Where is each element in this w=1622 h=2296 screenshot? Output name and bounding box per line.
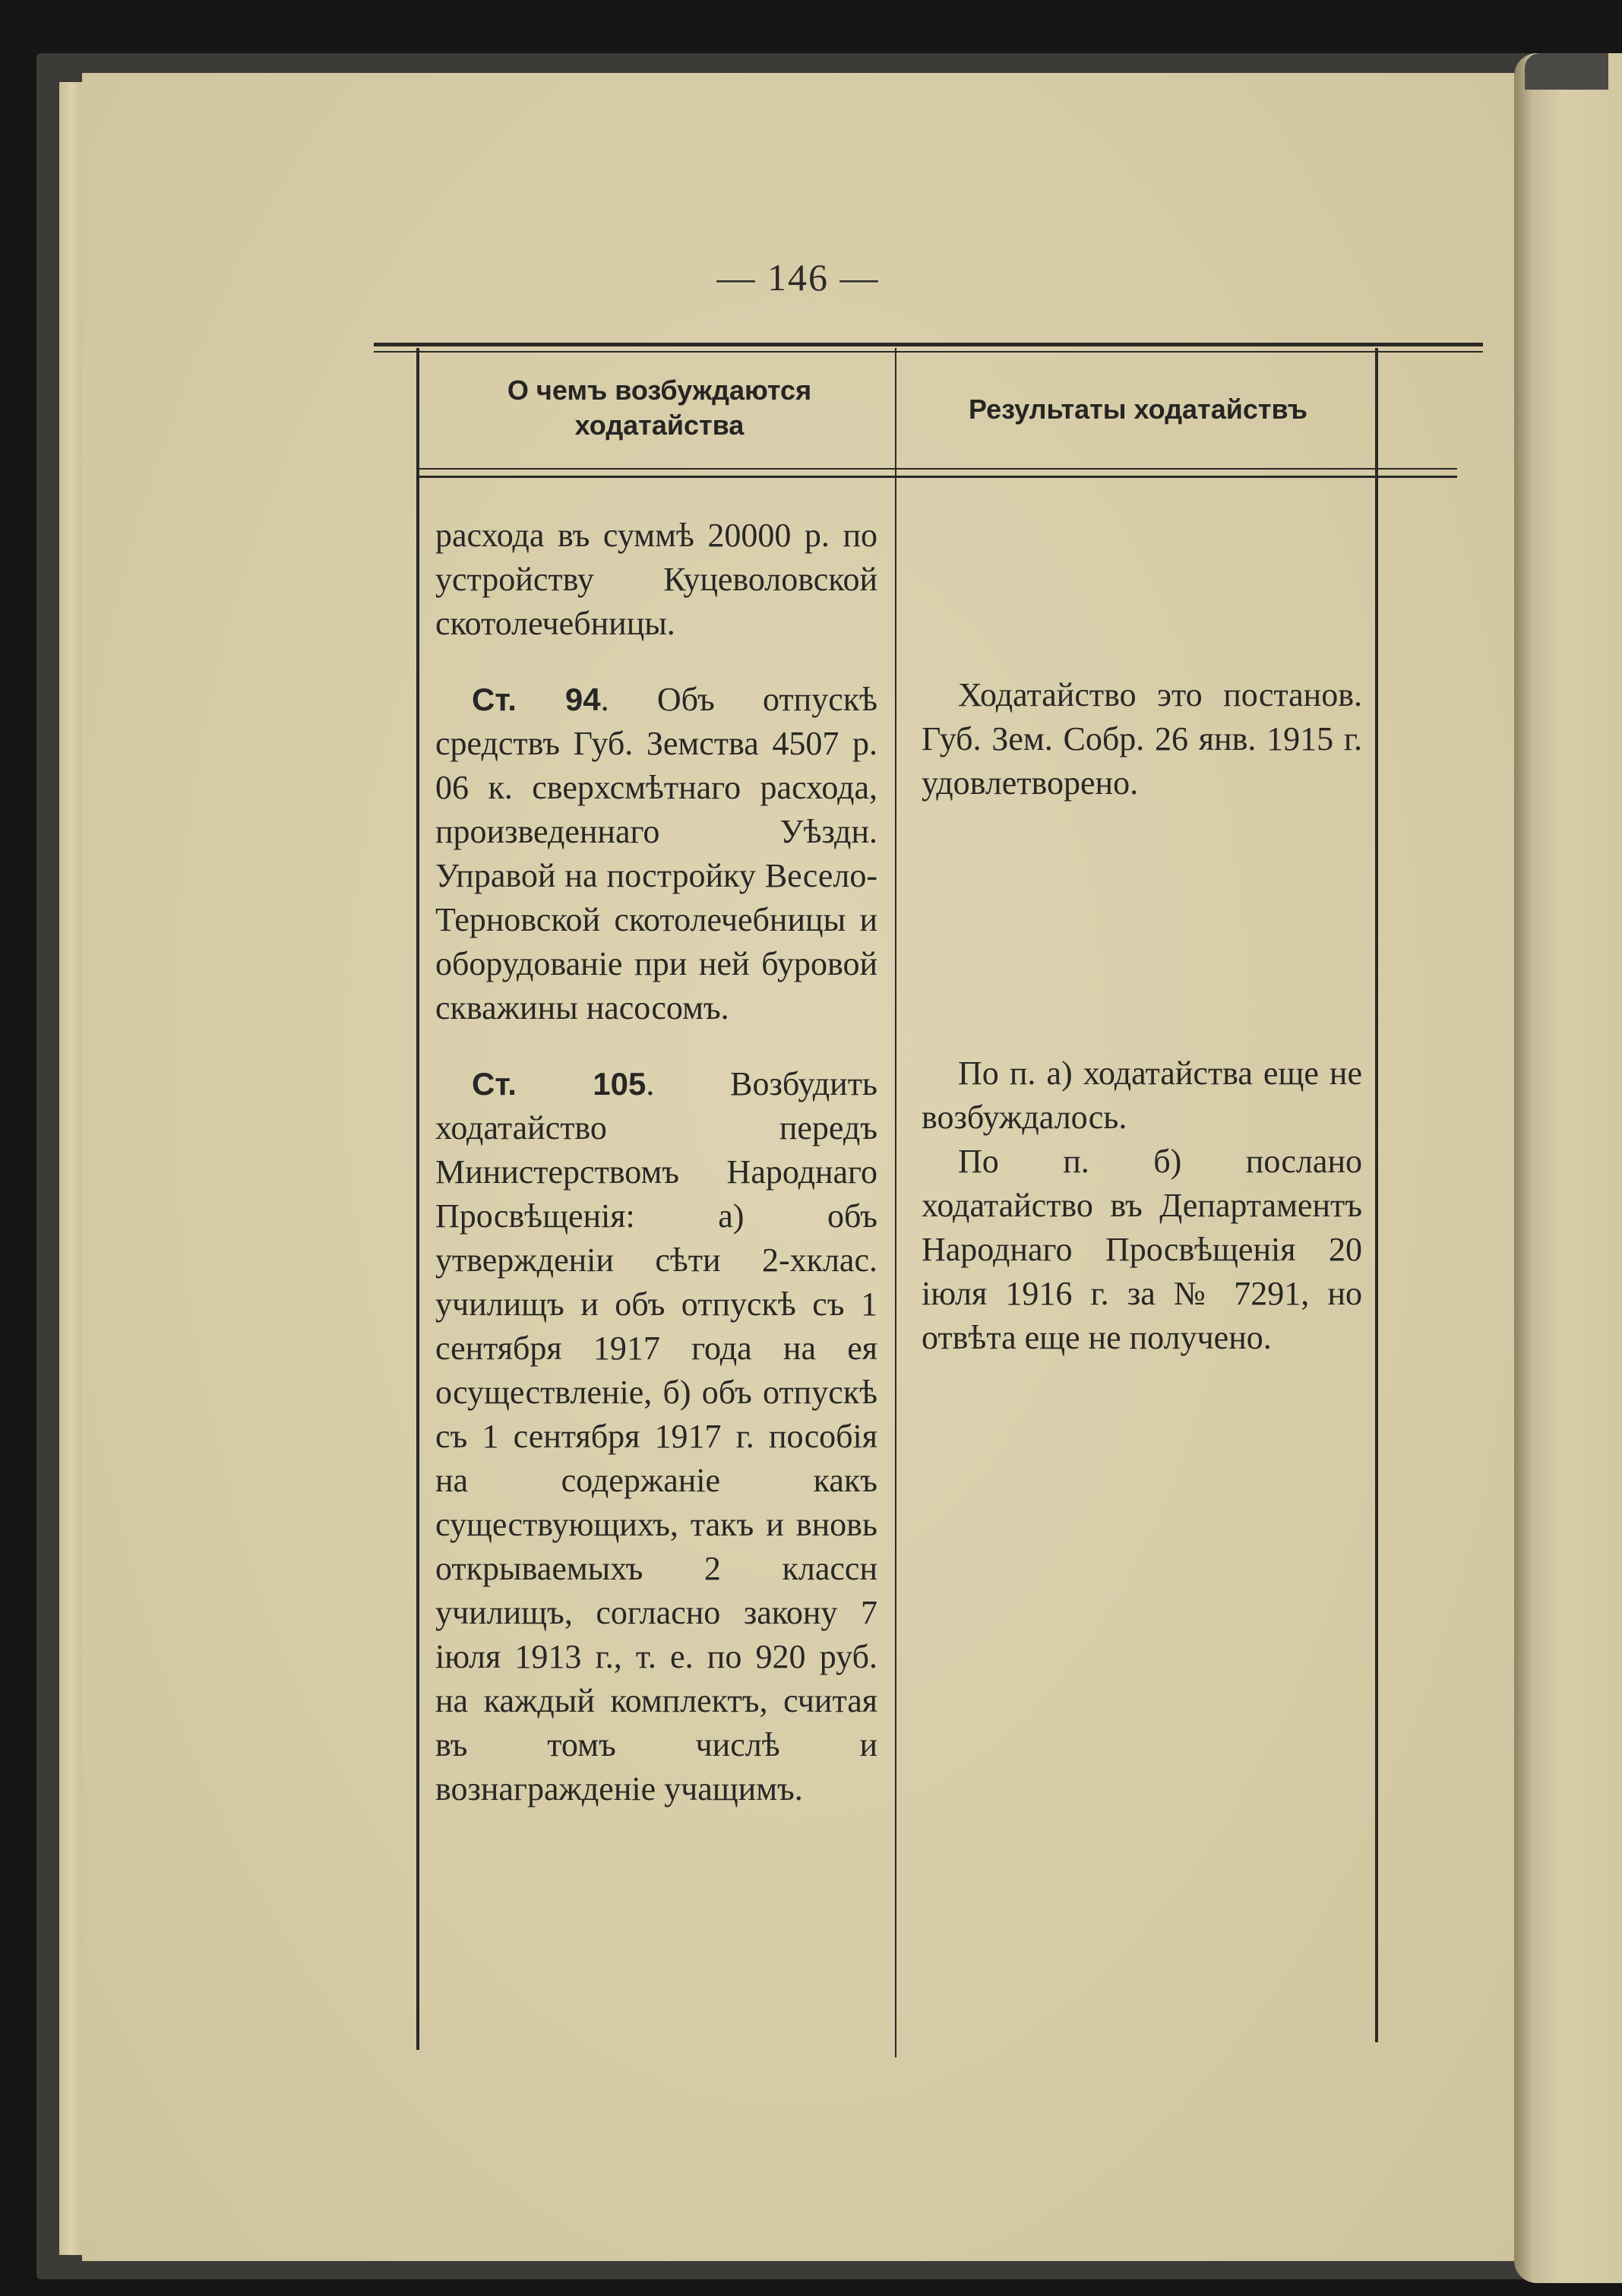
result-entry (922, 673, 1362, 805)
result-gap (922, 837, 1362, 1052)
header-bottom-rule (416, 468, 1457, 470)
article-number: Ст. 94 (472, 682, 601, 717)
book-spine (1525, 53, 1608, 90)
results-column (922, 673, 1362, 1392)
result-entry (922, 1052, 1362, 1360)
result-text: Ходатайство это постанов. Губ. Зем. Собр. 26 янв. 1915 г. удовлетворено. (922, 676, 1362, 802)
request-entry (435, 514, 877, 646)
header-left: О чемъ возбуждаются ходатайства (507, 375, 812, 441)
request-entry (435, 678, 877, 1030)
table-top-rule (374, 343, 1483, 346)
request-text: . Возбудить ходатайство передъ Министерствомъ Народнаго Просвѣщенія: а) объ утвержденіи сѣти 2-хклас. училищъ и объ отпускѣ съ 1 сентября 1917 года на ея осуществленіе, б) объ отпускѣ съ 1 сентября 1917 г. пособія на содержаніе какъ существующихъ, такъ и вновь открываемыхъ 2 классн училищъ, согласно закону 7 іюля 1913 г., т. е. по 920 руб. на каждый комплектъ, считая въ томъ числѣ и вознагражденіе учащимъ. (435, 1065, 877, 1807)
header-right: Результаты ходатайствъ (969, 394, 1307, 425)
column-divider (895, 348, 896, 2057)
header-bottom-rule-thick (416, 476, 1457, 478)
result-text: По п. а) ходатайства еще не возбуждалось. (922, 1055, 1362, 1136)
table-top-rule-thin (374, 351, 1483, 353)
result-text: По п. б) послано ходатайство въ Департаментъ Народнаго Просвѣщенія 20 іюля 1916 г. за № 7291, но отвѣта еще не получено. (922, 1143, 1362, 1356)
request-text: . Объ отпускѣ средствъ Губ. Земства 4507 р. 06 к. сверхсмѣтнаго расхода, произведеннаго Уѣздн. Управой на постройку Весело-Терновской скотолечебницы и оборудованіе при ней буровой скважины насосомъ. (435, 681, 878, 1026)
article-number: Ст. 105 (472, 1066, 647, 1102)
page-number: — 146 — (716, 256, 880, 299)
petitions-table (82, 73, 1514, 2261)
request-text: расхода въ суммѣ 20000 р. по устройству Куцеволовской скотолечебницы. (435, 517, 877, 642)
table-left-border (416, 348, 419, 2050)
request-entry (435, 1062, 877, 1811)
table-right-border (1375, 348, 1378, 2042)
book-page (82, 73, 1514, 2261)
requests-column (435, 514, 877, 1843)
facing-page (1514, 53, 1622, 2283)
